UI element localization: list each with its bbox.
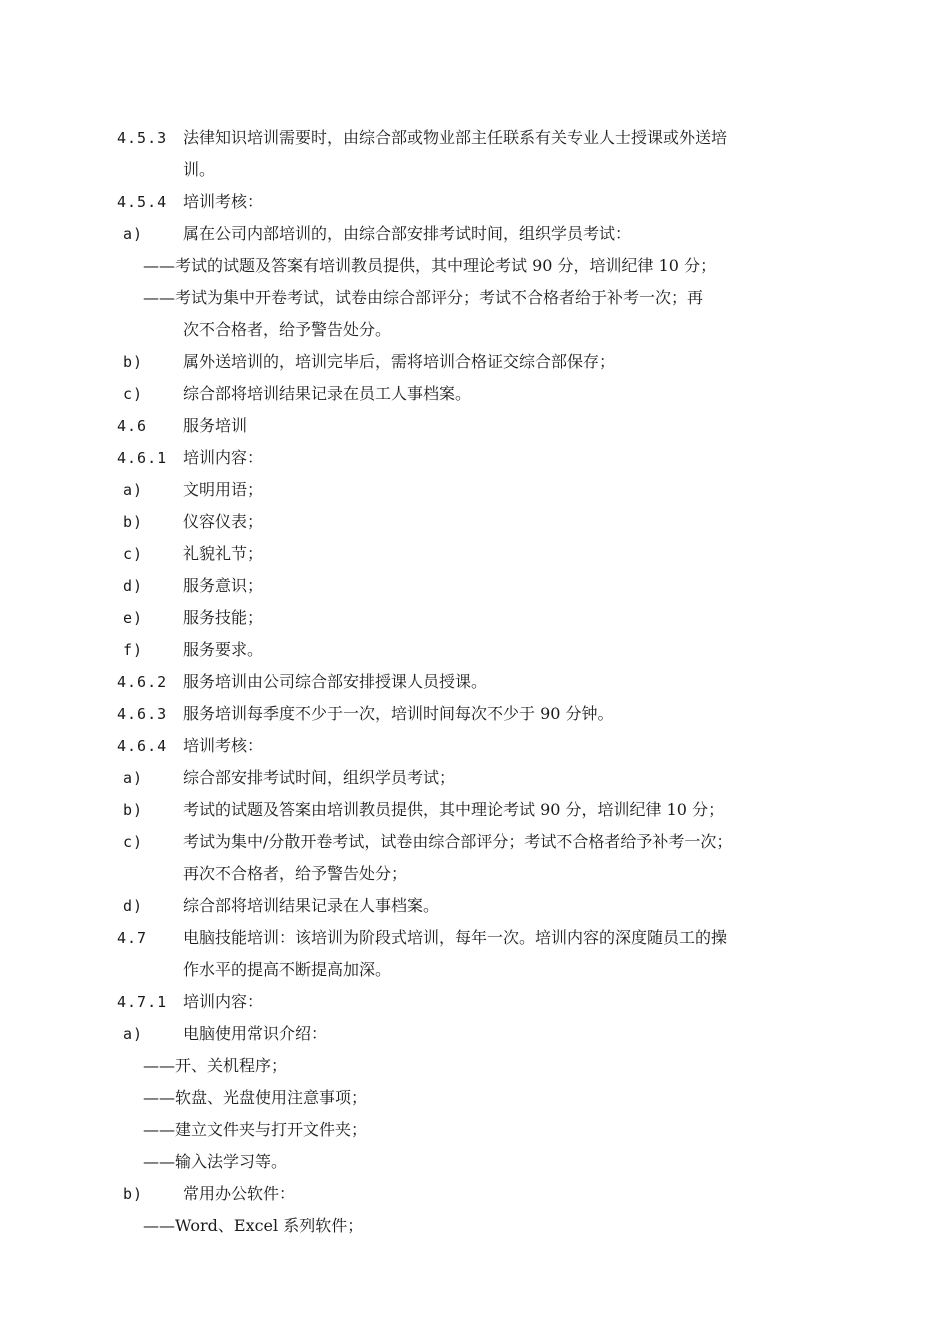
clause-number: 4.5.3 xyxy=(117,129,168,147)
clause-number: 4.7.1 xyxy=(117,993,168,1011)
item-marker: b) xyxy=(123,513,144,531)
item-text: 考试的试题及答案由培训教员提供，其中理论考试 90 分，培训纪律 10 分； xyxy=(183,800,725,819)
clause-text: 培训考核： xyxy=(183,192,264,211)
item-marker: a) xyxy=(123,1025,144,1043)
dash-text: ——软盘、光盘使用注意事项； xyxy=(143,1088,368,1107)
clause-text: 培训考核： xyxy=(183,736,264,755)
item-marker: e) xyxy=(123,609,144,627)
dash-text: ——输入法学习等。 xyxy=(143,1152,288,1171)
item-text: 再次不合格者，给予警告处分； xyxy=(183,864,408,883)
item-text: 常用办公软件： xyxy=(183,1184,296,1203)
item-text: 综合部安排考试时间，组织学员考试； xyxy=(183,768,456,787)
item-marker: b) xyxy=(123,1185,144,1203)
clause-text: 电脑技能培训：该培训为阶段式培训，每年一次。培训内容的深度随员工的操 xyxy=(183,928,728,947)
clause-text: 服务培训由公司综合部安排授课人员授课。 xyxy=(183,672,488,691)
dash-text: ——Word、Excel 系列软件； xyxy=(143,1216,364,1235)
item-text: 仪容仪表； xyxy=(183,512,264,531)
clause-text: 次不合格者，给予警告处分。 xyxy=(183,320,392,339)
clause-text: 培训内容： xyxy=(183,992,264,1011)
clause-text: 培训内容： xyxy=(183,448,264,467)
clause-text: 法律知识培训需要时，由综合部或物业部主任联系有关专业人士授课或外送培 xyxy=(183,128,728,147)
item-text: 考试为集中/分散开卷考试，试卷由综合部评分；考试不合格者给予补考一次； xyxy=(183,832,733,851)
dash-text: ——建立文件夹与打开文件夹； xyxy=(143,1120,368,1139)
item-text: 电脑使用常识介绍： xyxy=(183,1024,328,1043)
item-marker: f) xyxy=(123,641,144,659)
item-text: 服务要求。 xyxy=(183,640,264,659)
item-text: 礼貌礼节； xyxy=(183,544,264,563)
clause-text: 训。 xyxy=(183,160,216,179)
item-marker: c) xyxy=(123,833,144,851)
item-text: 服务技能； xyxy=(183,608,264,627)
clause-number: 4.6.1 xyxy=(117,449,168,467)
item-text: 属在公司内部培训的，由综合部安排考试时间，组织学员考试： xyxy=(183,224,632,243)
clause-text: 作水平的提高不断提高加深。 xyxy=(183,960,392,979)
dash-text: ——开、关机程序； xyxy=(143,1056,288,1075)
clause-text: 服务培训每季度不少于一次，培训时间每次不少于 90 分钟。 xyxy=(183,704,614,723)
item-text: 服务意识； xyxy=(183,576,264,595)
clause-number: 4.6 xyxy=(117,417,148,435)
item-marker: b) xyxy=(123,353,144,371)
item-marker: a) xyxy=(123,769,144,787)
clause-number: 4.6.4 xyxy=(117,737,168,755)
dash-text: ——考试的试题及答案有培训教员提供，其中理论考试 90 分，培训纪律 10 分； xyxy=(143,256,717,275)
item-text: 属外送培训的，培训完毕后，需将培训合格证交综合部保存； xyxy=(183,352,616,371)
clause-number: 4.6.3 xyxy=(117,705,168,723)
item-text: 综合部将培训结果记录在人事档案。 xyxy=(183,896,440,915)
clause-number: 4.5.4 xyxy=(117,193,168,211)
item-marker: a) xyxy=(123,225,144,243)
clause-number: 4.7 xyxy=(117,929,148,947)
item-marker: d) xyxy=(123,577,144,595)
item-marker: c) xyxy=(123,385,144,403)
clause-number: 4.6.2 xyxy=(117,673,168,691)
clause-text: 服务培训 xyxy=(183,416,248,435)
item-marker: b) xyxy=(123,801,144,819)
item-text: 文明用语； xyxy=(183,480,264,499)
item-marker: a) xyxy=(123,481,144,499)
dash-text: ——考试为集中开卷考试，试卷由综合部评分；考试不合格者给于补考一次；再 xyxy=(143,288,704,307)
item-text: 综合部将培训结果记录在员工人事档案。 xyxy=(183,384,472,403)
item-marker: c) xyxy=(123,545,144,563)
item-marker: d) xyxy=(123,897,144,915)
